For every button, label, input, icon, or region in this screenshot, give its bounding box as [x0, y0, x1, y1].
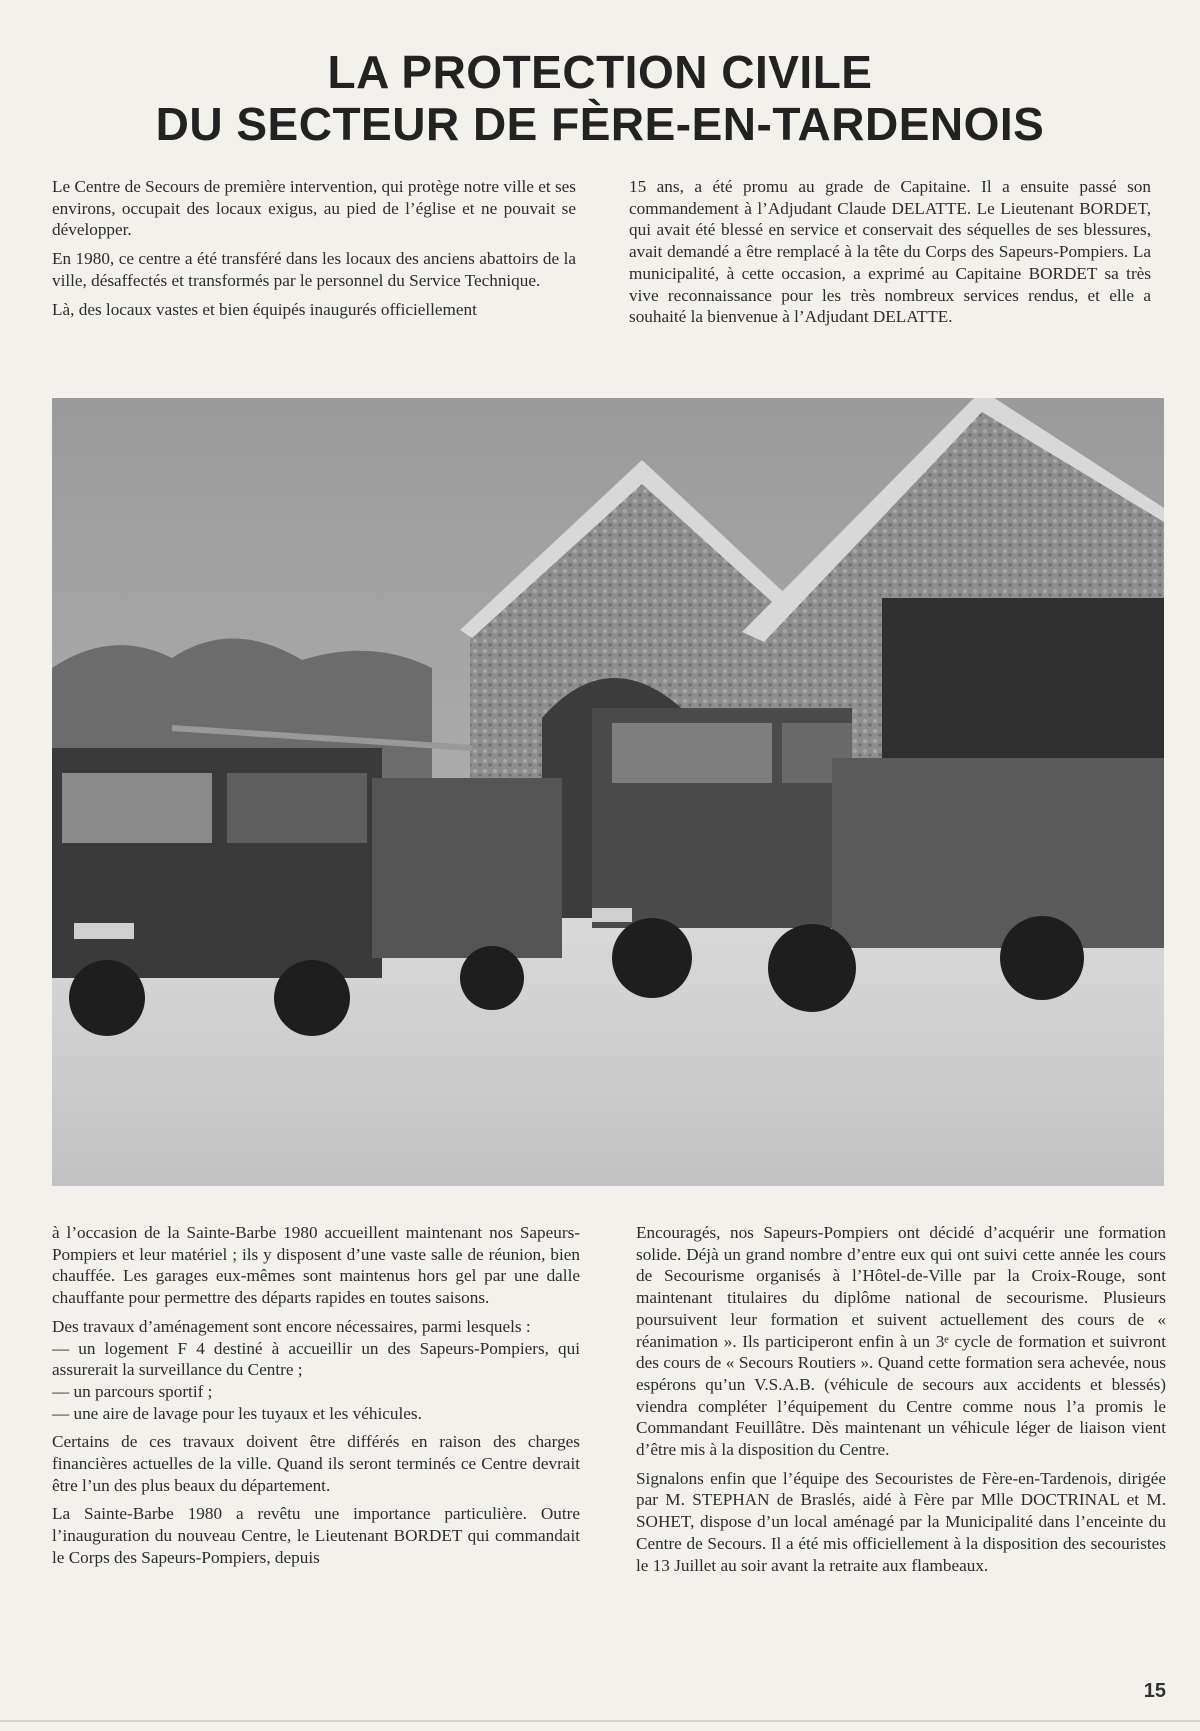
paragraph: Le Centre de Secours de première intervention, qui protège notre ville et ses environs, occupait des locaux exigus, au pied de l’église et ne pouvait se développer.: [52, 177, 576, 240]
paragraph: Encouragés, nos Sapeurs-Pompiers ont décidé d’acquérir une formation solide. Déjà un grand nombre d’entre eux qui ont suivi cette année les cours de Secourisme organisés à l’Hôtel-de-Ville par la Croix-Rouge, sont maintenant titulaires du diplôme national de secourisme. Plusieurs poursuivent leur formation et suivent actuellement des cours de « réanimation ». Ils participeront enfin à un 3ᵉ cycle de formation et suivront des cours de « Secours Routiers ». Quand cette formation sera achevée, nous espérons qu’un V.S.A.B. (véhicule de secours aux accidents et blessés) viendra compléter l’équipement du Centre comme nous l’a promis le Commandant Feuillâtre. Dès maintenant un véhicule léger de liaison vient d’être mis à la disposition du Centre.: [636, 1223, 1166, 1460]
list-item: — un parcours sportif ;: [52, 1381, 213, 1401]
top-right-column: [629, 176, 1151, 335]
bottom-right-column: [636, 1222, 1166, 1583]
page-bottom-edge: [0, 1720, 1200, 1722]
paragraph: La Sainte-Barbe 1980 a revêtu une importance particulière. Outre l’inauguration du nouveau Centre, le Lieutenant BORDET qui commandait le Corps des Sapeurs-Pompiers, depuis: [52, 1504, 580, 1567]
fire-station-trucks-photo: [52, 398, 1164, 1186]
page-number: 15: [1143, 1680, 1166, 1702]
title-line-1: LA PROTECTION CIVILE: [327, 46, 873, 98]
paragraph: 15 ans, a été promu au grade de Capitaine. Il a ensuite passé son commandement à l’Adjudant Claude DELATTE. Le Lieutenant BORDET, qui avait été blessé en service et conservait des séquelles de ses blessures, avait demandé a être remplacé à la tête du Corps des Sapeurs-Pompiers. La municipalité, à cette occasion, a exprimé au Capitaine BORDET sa très vive reconnaissance pour les très nombreux services rendus, et elle a souhaité la bienvenue à l’Adjudant DELATTE.: [629, 177, 1151, 327]
paragraph: Certains de ces travaux doivent être différés en raison des charges financières actuelles de la ville. Quand ils seront terminés ce Centre devrait être l’un des plus beaux du département.: [52, 1432, 580, 1495]
list-item: — une aire de lavage pour les tuyaux et les véhicules.: [52, 1403, 422, 1423]
paragraph: Là, des locaux vastes et bien équipés inaugurés officiellement: [52, 299, 477, 319]
works-list: [52, 1338, 580, 1425]
paragraph: En 1980, ce centre a été transféré dans les locaux des anciens abattoirs de la ville, désaffectés et transformés par le personnel du Service Technique.: [52, 249, 576, 290]
article-title: [0, 46, 1200, 150]
paragraph: Signalons enfin que l’équipe des Secouristes de Fère-en-Tardenois, dirigée par M. STEPHAN de Braslés, aidé à Fère par Mlle DOCTRINAL et M. SOHET, dispose d’un local aménagé par la Municipalité dans l’enceinte du Centre de Secours. Il a été mis officiellement à la disposition des secouristes le 13 Juillet au soir avant la retraite aux flambeaux.: [636, 1468, 1166, 1575]
paragraph: Des travaux d’aménagement sont encore nécessaires, parmi lesquels :: [52, 1316, 531, 1336]
top-left-column: [52, 176, 576, 327]
bottom-left-column: [52, 1222, 580, 1576]
title-line-2: DU SECTEUR DE FÈRE-EN-TARDENOIS: [155, 98, 1045, 150]
paragraph: à l’occasion de la Sainte-Barbe 1980 accueillent maintenant nos Sapeurs-Pompiers et leur matériel ; ils y disposent d’une vaste salle de réunion, bien chauffée. Les garages eux-mêmes sont maintenus hors gel par une dalle chauffante pour permettre des départs rapides en toutes saisons.: [52, 1223, 580, 1308]
list-item: — un logement F 4 destiné à accueillir un des Sapeurs-Pompiers, qui assurerait la surveillance du Centre ;: [52, 1338, 580, 1380]
